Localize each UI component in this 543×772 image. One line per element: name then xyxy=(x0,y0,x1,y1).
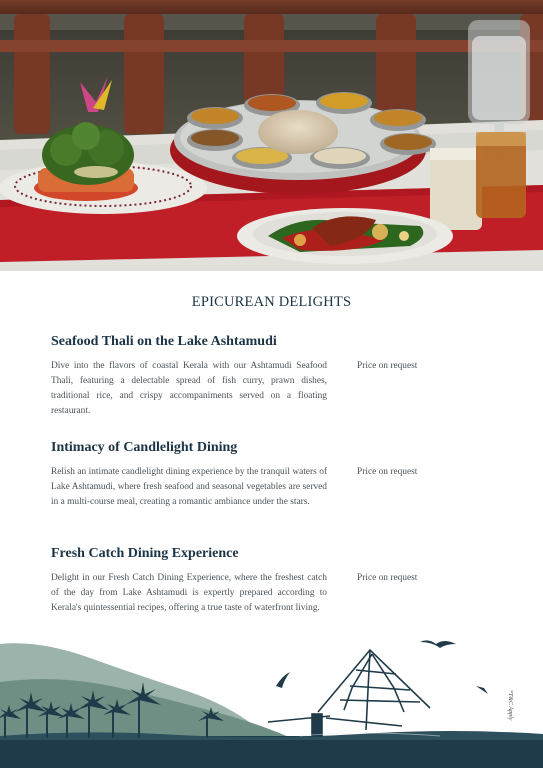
menu-item xyxy=(51,439,491,507)
terms-tagline: *T&C Apply xyxy=(507,690,513,721)
birds xyxy=(276,640,488,694)
bird-icon xyxy=(476,686,488,694)
dining-table-illustration xyxy=(0,0,543,271)
backwater-scene xyxy=(0,630,543,768)
hero-food-photo xyxy=(0,0,543,271)
item-title: Intimacy of Candlelight Dining xyxy=(51,440,238,455)
lake-water xyxy=(0,736,543,768)
bird-icon xyxy=(420,640,456,648)
bird-icon xyxy=(276,672,290,688)
item-description: Relish an intimate candlelight dining experience by the tranquil waters of Lake Ashtamudi, where fresh seafood and seasonal vegetables are served in a multi-course meal, creating a romantic ambiance under the stars. xyxy=(51,467,327,507)
menu-item xyxy=(51,545,491,613)
section-title: EPICUREAN DELIGHTS xyxy=(191,294,352,310)
item-price: Price on request xyxy=(357,467,418,477)
menu-item xyxy=(51,333,491,416)
item-price: Price on request xyxy=(357,361,418,371)
item-title: Fresh Catch Dining Experience xyxy=(51,546,239,561)
item-description: Delight in our Fresh Catch Dining Experience, where the freshest catch of the day from Lake Ashtamudi is expertly prepared according to Kerala's quintessential recipes, offering a true taste of waterfront living. xyxy=(51,573,327,613)
item-description: Dive into the flavors of coastal Kerala with our Ashtamudi Seafood Thali, featuring a delectable spread of fish curry, prawn dishes, traditional rice, and crispy accompaniments served on a floating restaurant. xyxy=(51,361,327,416)
item-price: Price on request xyxy=(357,573,418,583)
item-title: Seafood Thali on the Lake Ashtamudi xyxy=(51,334,277,349)
chinese-fishing-net xyxy=(268,650,430,736)
footer-landscape-illustration xyxy=(0,630,543,768)
